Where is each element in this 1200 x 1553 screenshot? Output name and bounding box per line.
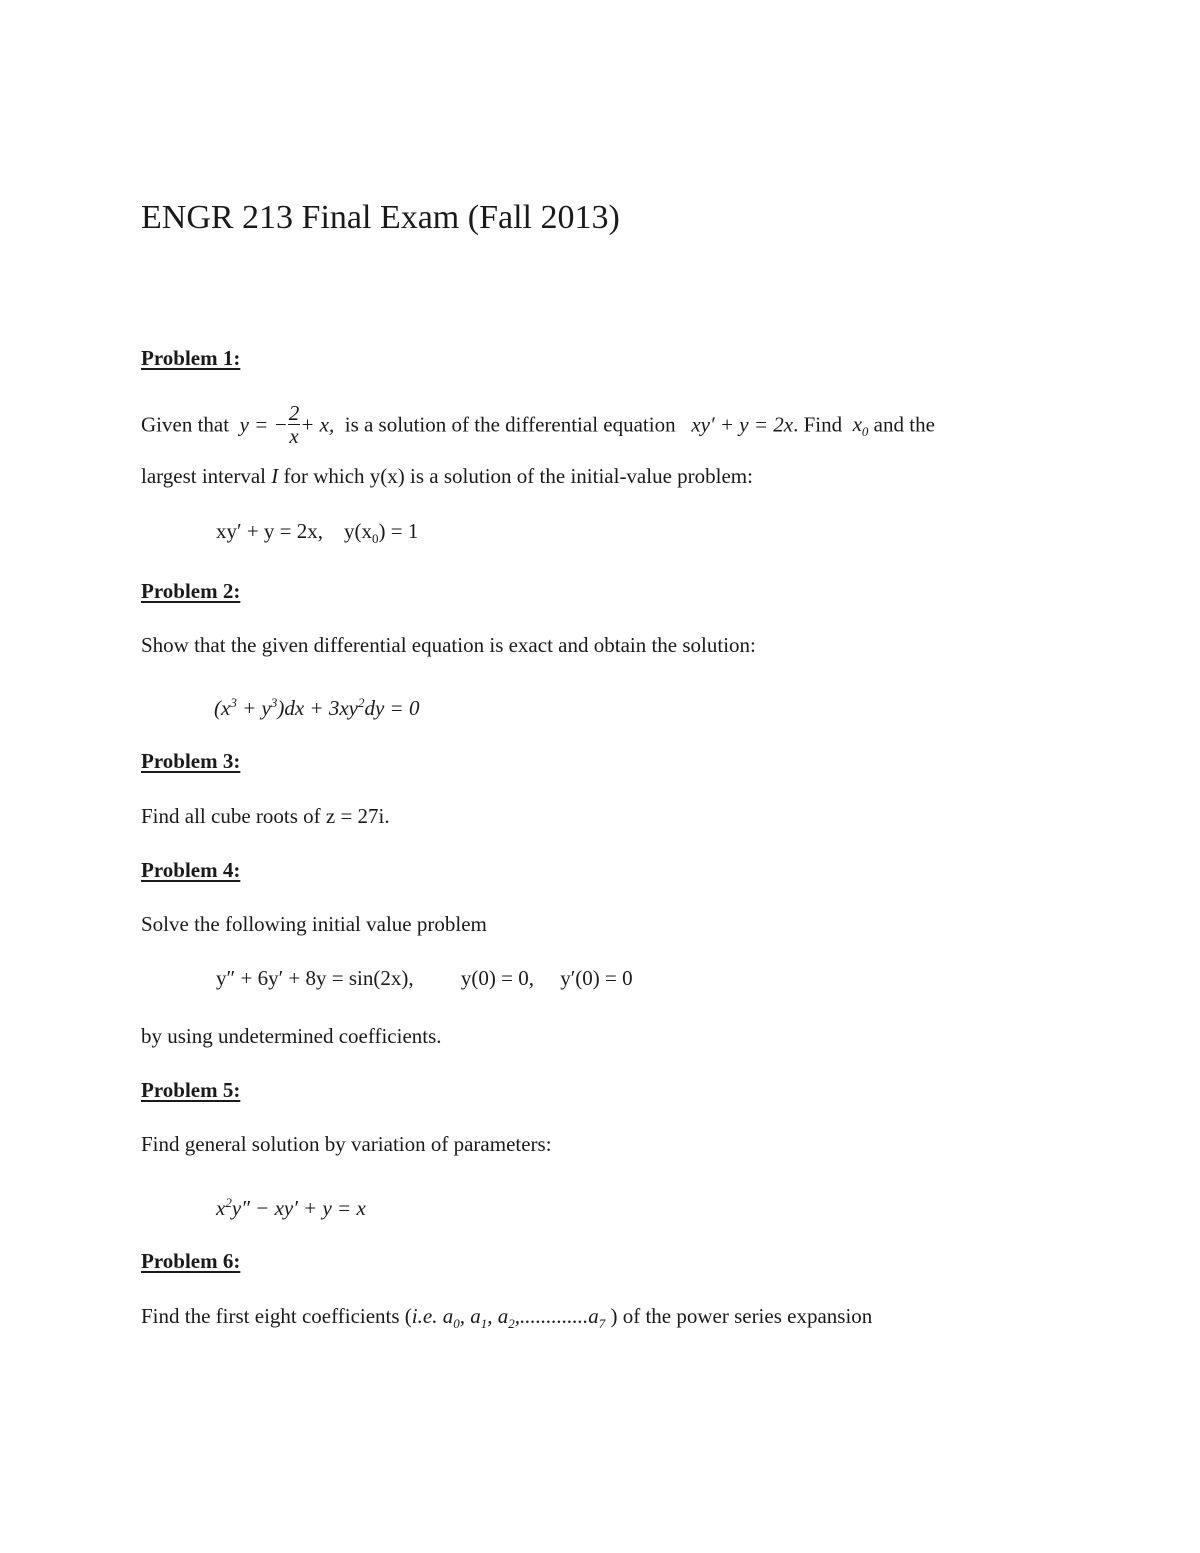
problem-1-ivp — [216, 517, 418, 553]
p1-given-text: Given that — [141, 412, 230, 437]
problem-6-text — [141, 1302, 872, 1338]
p1-interval-var: I — [271, 464, 279, 488]
p6-a7-sub: 7 — [598, 1316, 606, 1332]
p1-x0 — [852, 412, 869, 440]
problem-1-line-2 — [141, 462, 753, 490]
problem-3-text: Find all cube roots of z = 27i. — [141, 804, 390, 828]
page-title: ENGR 213 Final Exam (Fall 2013) — [141, 199, 620, 236]
p2-eq-sup1: 3 — [230, 695, 237, 710]
p1-line2-a: largest interval — [141, 464, 266, 488]
problem-2-equation — [214, 689, 419, 722]
p1-find-text: . Find — [793, 412, 843, 437]
p6-a1-sub: 1 — [480, 1316, 488, 1332]
p6-a0-sub: 0 — [453, 1316, 460, 1332]
p2-eq-b: + y — [236, 696, 271, 720]
p1-line2-b: for which y(x) is a solution of the initial-value problem: — [283, 464, 753, 488]
problem-6-heading: Problem 6: — [141, 1249, 241, 1273]
p6-a2-sub: 2 — [508, 1316, 515, 1332]
p1-end-text: and the — [873, 412, 935, 437]
p2-eq-d: dy = 0 — [364, 696, 420, 720]
p2-eq-a: (x — [214, 696, 231, 720]
p6-text-a: Find the first eight coefficients ( — [141, 1304, 412, 1328]
p1-fraction — [288, 402, 301, 447]
p1-x0-sub: 0 — [861, 424, 869, 440]
p6-a0: a — [442, 1304, 454, 1328]
problem-5-heading: Problem 5: — [141, 1078, 241, 1102]
problem-3-heading: Problem 3: — [141, 749, 241, 773]
p1-y-eq: y = − — [239, 412, 288, 437]
p1-after-frac: + x, — [300, 412, 335, 437]
p1-frac-den: x — [289, 424, 299, 448]
p1-frac-num: 2 — [288, 401, 300, 425]
problem-4-text: Solve the following initial value problem — [141, 912, 487, 936]
p6-coeffs — [442, 1304, 606, 1332]
problem-2-heading: Problem 2: — [141, 579, 241, 603]
problem-5-text: Find general solution by variation of parameters: — [141, 1132, 552, 1156]
p1-mid-text: is a solution of the differential equation — [344, 412, 676, 437]
p5-eq-a: x — [216, 1196, 226, 1220]
p2-eq-c: )dx + 3xy — [277, 696, 358, 720]
p1-ivp-sub: 0 — [372, 531, 379, 547]
p6-a1: , a — [459, 1304, 481, 1328]
problem-2-text: Show that the given differential equation is exact and obtain the solution: — [141, 633, 756, 657]
problem-1-line-1 — [141, 401, 935, 449]
problem-4-heading: Problem 4: — [141, 858, 241, 882]
problem-4-equation: y″ + 6y′ + 8y = sin(2x), y(0) = 0, y′(0) = 0 — [216, 966, 633, 990]
p5-eq-b: y″ − xy′ + y = x — [231, 1196, 366, 1220]
p6-ie: i.e. — [411, 1304, 438, 1328]
p6-text-b: ) of the power series expansion — [610, 1304, 873, 1328]
p1-ivp-b: ) = 1 — [378, 519, 419, 543]
p6-dots: ,.............a — [514, 1304, 599, 1328]
p2-eq-sup2: 3 — [270, 695, 278, 710]
problem-1-heading: Problem 1: — [141, 346, 241, 370]
problem-5-equation — [216, 1189, 366, 1222]
p5-eq-sup: 2 — [225, 1195, 232, 1210]
p2-eq-sup3: 2 — [357, 695, 365, 710]
p6-a2: , a — [487, 1304, 509, 1328]
problem-4-text-after: by using undetermined coefficients. — [141, 1024, 442, 1048]
p1-ivp-a: xy′ + y = 2x, y(x — [216, 519, 373, 543]
p1-x0-base: x — [852, 412, 862, 437]
p1-de: xy′ + y = 2x — [691, 412, 794, 437]
